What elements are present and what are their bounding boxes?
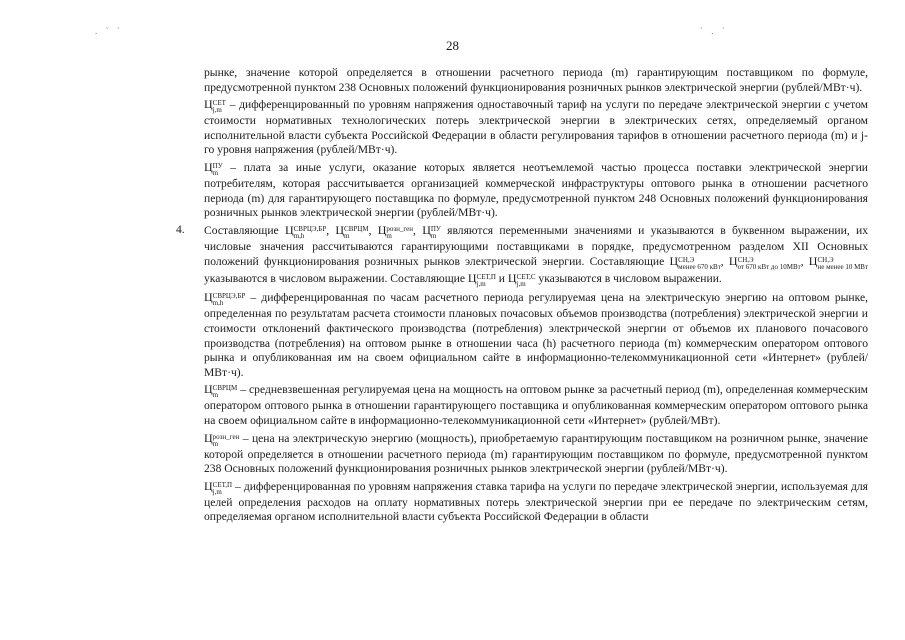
formula-symbol: Ц СВРЦМ m [335, 222, 369, 240]
formula-symbol: Ц СЕТ,С j,m [507, 271, 536, 289]
document-body [176, 66, 869, 527]
formula-symbol: Ц СН,Э менее 670 кВт [669, 254, 721, 272]
definition-paragraph: Ц ПУ m – плата за иные услуги, оказание которых является неотъемлемой частью процесса поставки электрической энергии потребителям, которая рассчитывается организацией коммерческой инфраструктуры оптового рынка в отношении расчетного периода (m) для гарантирующего поставщика по формуле, предусмотренной пунктом 248 Основных положений функционирования розничных рынков электрической энергии (рублей/МВт·ч). [204, 159, 868, 220]
definition-paragraph: Ц СВРЦМ m – средневзвешенная регулируемая цена на мощность на оптовом рынке за расчетный период (m), определенная коммерческим оператором оптового рынка в отношении гарантирующего поставщика и опубликованная коммерческим оператором оптового рынка на своем официальном сайте в информационно-телекоммуникационной сети «Интернет» (рублей/МВт). [204, 382, 868, 427]
formula-symbol: Ц СН,Э от 670 кВт до 10МВт [728, 254, 801, 272]
formula-symbol: Ц СЕТ,П j,m [204, 478, 232, 496]
formula-symbol: Ц СВРЦЭ,БР m,h [204, 290, 246, 308]
formula-symbol: Ц СН,Э не менее 10 МВт [808, 254, 869, 272]
definition-paragraph: Ц СЕТ,П j,m – дифференцированная по уровням напряжения ставка тарифа на услуги по передаче электрической энергии, используемая для целей определения расходов на оплату нормативных потерь электрической энергии при ее передаче по электрическим сетям, определяемая органом исполнительной власти субъекта Российской Федерации в области [204, 478, 868, 524]
list-item-4: 4. Составляющие Ц СВРЦЭ,БР m,h , Ц СВРЦМ m , Ц розн_ген m , Ц ПУ m являются переменными значениями и указываются в буквенном выражении, их числовые значения рассчитываются гарантирующими поставщиками в порядке, предусмотренном разделом XII Основных положений функционирования розничных рынков электрической энергии. Составляющие Ц СН,Э менее 670 кВт , Ц СН,Э от 670 кВт до 10МВт , Ц СН,Э не менее 10 МВт указываются в числовом выражении. Составляющие Ц СЕТ,П j,m и Ц СЕТ,С j,m указываются в числовом выражении. [176, 222, 869, 289]
list-number: 4. [176, 222, 185, 236]
formula-symbol: Ц СВРЦМ m [204, 382, 238, 400]
formula-symbol: Ц ПУ m [204, 159, 223, 177]
formula-symbol: Ц розн_ген m [204, 430, 240, 448]
formula-symbol: Ц СЕТ,П j,m [467, 271, 496, 289]
definition-paragraph: Ц СЕТ j,m – дифференцированный по уровням напряжения одноставочный тариф на услуги по передаче электрической энергии с учетом стоимости нормативных технологических потерь электрической энергии в электрических сетях, определяемый органом исполнительной власти субъекта Российской Федерации в области регулирования тарифов в отношении расчетного периода (m) и j-го уровня напряжения (рублей/МВт·ч). [204, 97, 868, 157]
definition-paragraph: Ц розн_ген m – цена на электрическую энергию (мощность), приобретаемую гарантирующим поставщиком на розничном рынке, значение которой определяется в отношении расчетного периода (m) гарантирующим поставщиком по формуле, предусмотренной пунктом 238 Основных положений функционирования розничных рынков электрической энергии (рублей/МВт·ч). [204, 430, 868, 476]
page-number: 28 [446, 38, 459, 53]
formula-symbol: Ц розн_ген m [377, 222, 414, 240]
formula-symbol: Ц СВРЦЭ,БР m,h [284, 222, 327, 240]
formula-symbol: Ц ПУ m [422, 222, 441, 240]
paragraph: рынке, значение которой определяется в отношении расчетного периода (m) гарантирующим поставщиком по формуле, предусмотренной пунктом 238 Основных положений функционирования розничных рынков электрической энергии (рублей/МВт·ч). [204, 66, 868, 94]
scan-artifact: . ˋ ˊ [95, 26, 123, 36]
definition-paragraph: Ц СВРЦЭ,БР m,h – дифференцированная по часам расчетного периода регулируемая цена на электрическую энергию на оптовом рынке, определенная по результатам расчета стоимости плановых почасовых объемов производства (потребления) электрической энергии и стоимости отклонений фактического производства (потребления) электрической энергии от объемов их планового почасового производства (потребления) на оптовом рынке в отношении часа (h) расчетного периода (m) коммерческим оператором оптового рынка и опубликованная им на своем официальном сайте в информационно-телекоммуникационной сети «Интернет» (рублей/МВт·ч). [204, 290, 868, 379]
scan-artifact: ˋ . ˊ [700, 26, 728, 36]
formula-symbol: Ц СЕТ j,m [204, 97, 226, 115]
